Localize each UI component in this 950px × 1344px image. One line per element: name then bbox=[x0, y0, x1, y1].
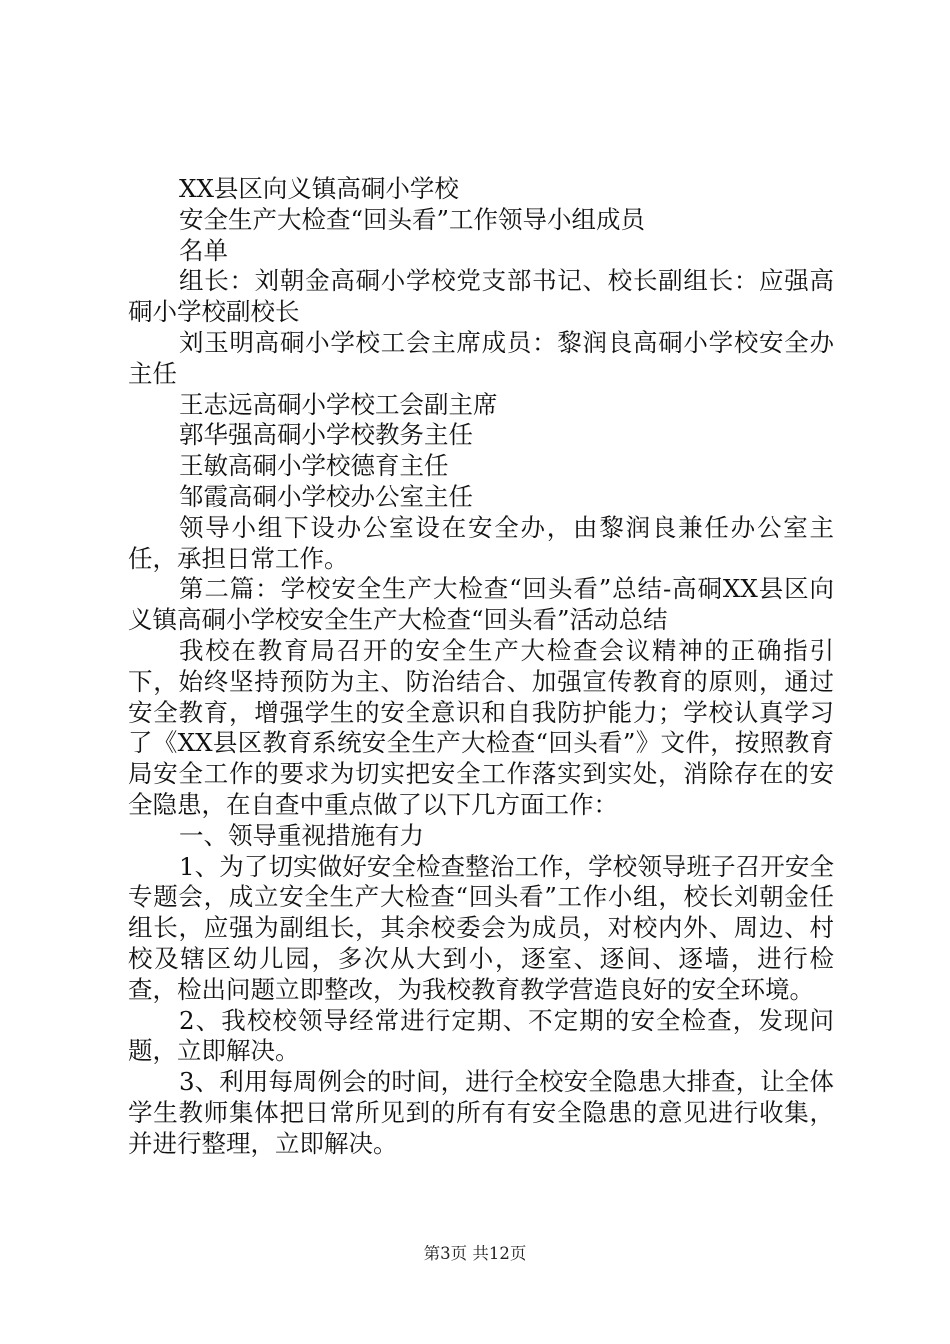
item-paragraph-2: 2、我校校领导经常进行定期、不定期的安全检查，发现问题，立即解决。 bbox=[128, 1005, 834, 1066]
item-paragraph-1: 1、为了切实做好安全检查整治工作，学校领导班子召开安全专题会，成立安全生产大检查“回头看”工作小组，校长刘朝金任组长，应强为副组长，其余校委会为成员，对校内外、周边、村校及辖区幼儿园，多次从大到小，逐室、逐间、逐墙，进行检查，检出问题立即整改，为我校教育教学营造良好的安全环境。 bbox=[128, 851, 834, 1004]
doc-list-heading: 名单 bbox=[179, 235, 228, 265]
intro-paragraph: 我校在教育局召开的安全生产大检查会议精神的正确指引下，始终坚持预防为主、防治结合、加强宣传教育的原则，通过安全教育，增强学生的安全意识和自我防护能力；学校认真学习了《XX县区教育系统安全生产大检查“回头看”》文件，按照教育局安全工作的要求为切实把安全工作落实到实处，消除存在的安全隐患，在自查中重点做了以下几方面工作： bbox=[128, 635, 834, 819]
doc-subtitle-line: 安全生产大检查“回头看”工作领导小组成员 bbox=[179, 204, 646, 234]
office-paragraph: 领导小组下设办公室设在安全办，由黎润良兼任办公室主任，承担日常工作。 bbox=[128, 512, 834, 573]
member-line: 郭华强高硐小学校教务主任 bbox=[179, 420, 473, 450]
member-line: 王志远高硐小学校工会副主席 bbox=[179, 389, 498, 419]
member-line-leaders: 组长：刘朝金高硐小学校党支部书记、校长副组长：应强高硐小学校副校长 bbox=[128, 266, 834, 327]
member-line: 王敏高硐小学校德育主任 bbox=[179, 451, 449, 481]
section-heading-leadership: 一、领导重视措施有力 bbox=[179, 820, 424, 850]
item-paragraph-3: 3、利用每周例会的时间，进行全校安全隐患大排查，让全体学生教师集体把日常所见到的所有有安全隐患的意见进行收集，并进行整理，立即解决。 bbox=[128, 1067, 834, 1158]
member-line: 邹霞高硐小学校办公室主任 bbox=[179, 481, 473, 511]
section-heading-part-two: 第二篇：学校安全生产大检查“回头看”总结-高硐XX县区向义镇高硐小学校安全生产大检查“回头看”活动总结 bbox=[128, 574, 834, 635]
page-number: 第3页 共12页 bbox=[423, 1244, 527, 1263]
doc-title-line: XX县区向义镇高硐小学校 bbox=[179, 174, 459, 203]
page-footer bbox=[0, 1244, 950, 1264]
document-body bbox=[128, 174, 834, 1160]
member-line-members: 刘玉明高硐小学校工会主席成员：黎润良高硐小学校安全办主任 bbox=[128, 327, 834, 388]
